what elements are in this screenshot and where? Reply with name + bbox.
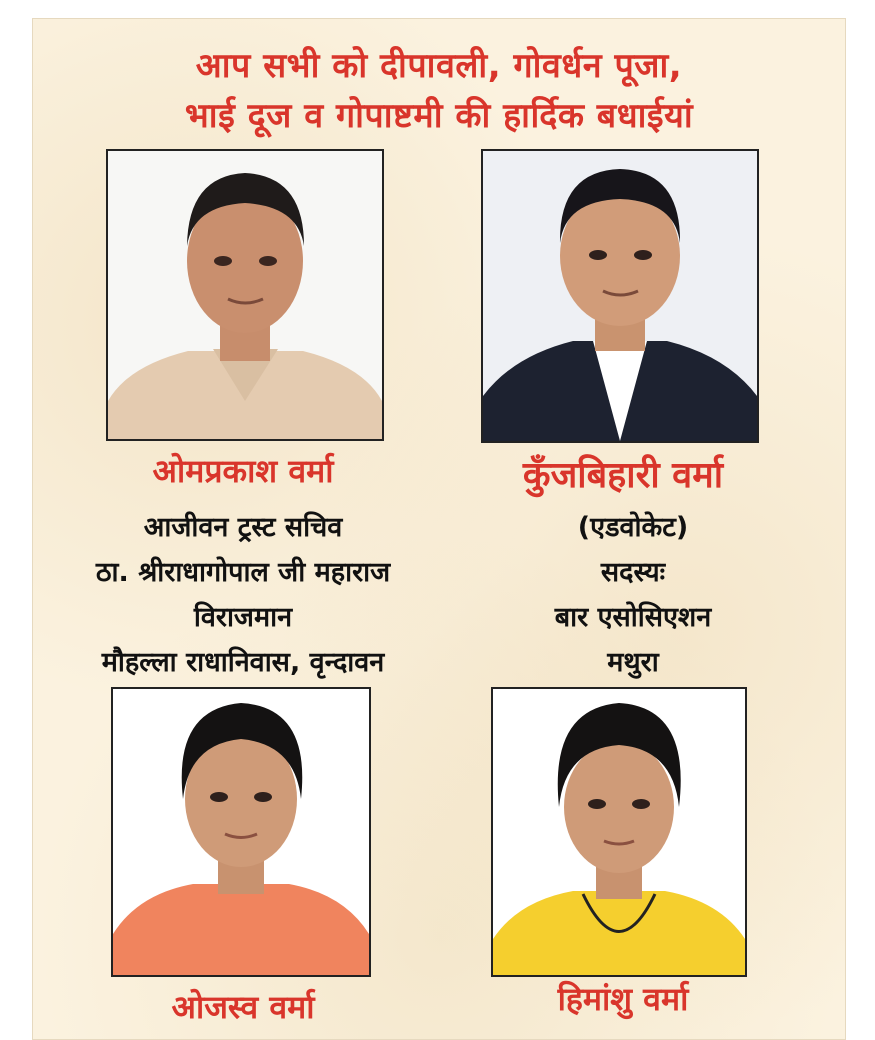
person-details-kunjbihari [453,505,813,685]
detail-line: ठा. श्रीराधागोपाल जी महाराज [95,557,391,588]
portrait-photo-ojasv [111,687,371,977]
portrait-photo-omprakash [106,149,384,441]
person-name-kunjbihari: कुँजबिहारी वर्मा [522,455,724,496]
person-name-omprakash: ओमप्रकाश वर्मा [152,452,334,490]
detail-line: मौहल्ला राधानिवास, वृन्दावन [101,647,385,678]
person-name-himanshu: हिमांशु वर्मा [557,980,689,1018]
detail-line: बार एसोसिएशन [554,602,712,633]
detail-line: आजीवन ट्रस्ट सचिव [143,512,343,543]
person-details-omprakash [38,505,448,685]
detail-line: विराजमान [193,602,293,633]
portrait-photo-kunjbihari [481,149,759,443]
headline-line-2: भाई दूज व गोपाष्टमी की हार्दिक बधाईयां [184,96,694,136]
person-name-ojasv: ओजस्व वर्मा [171,988,315,1026]
portrait-photo-himanshu [491,687,747,977]
greeting-poster [32,18,846,1040]
detail-line: सदस्यः [600,557,666,588]
detail-line: मथुरा [607,647,659,678]
headline-line-1: आप सभी को दीपावली, गोवर्धन पूजा, [195,46,683,86]
detail-line: (एडवोकेट) [577,512,689,543]
